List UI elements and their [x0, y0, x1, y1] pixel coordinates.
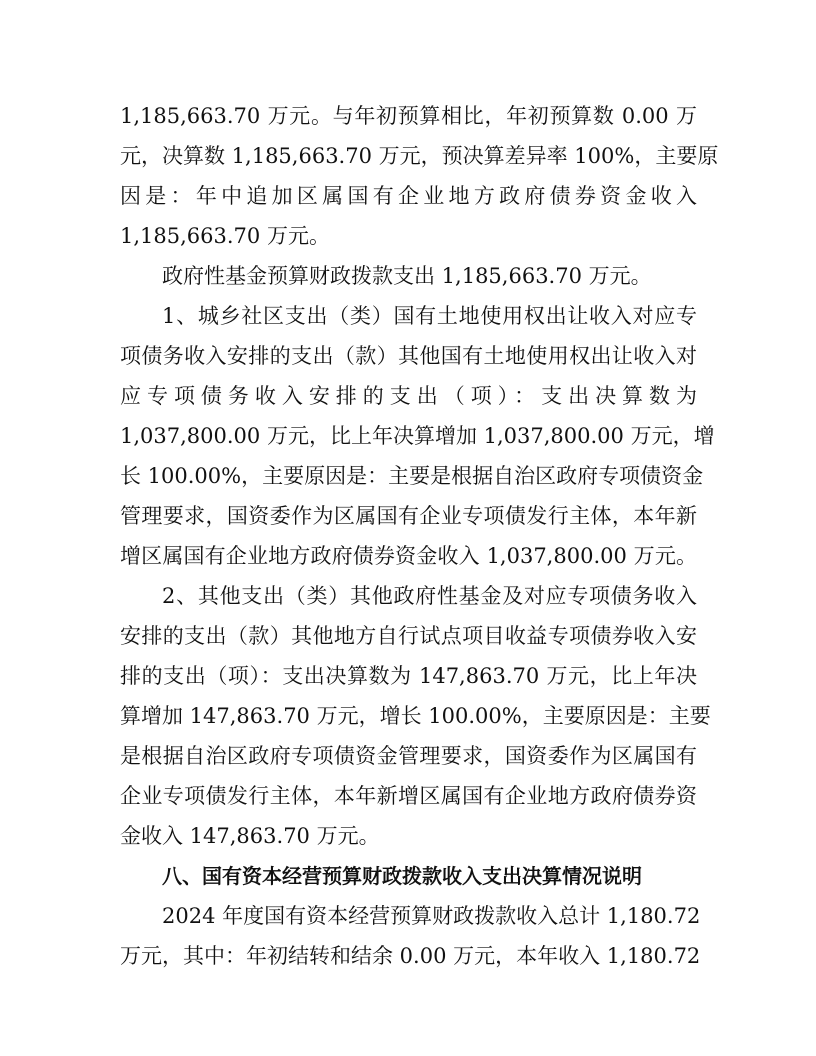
paragraph-line: 算增加 147,863.70 万元，增长 100.00%，主要原因是：主要 — [120, 704, 711, 728]
paragraph-line: 长 100.00%，主要原因是：主要是根据自治区政府专项债资金 — [120, 464, 704, 488]
paragraph-line: 因是：年中追加区属国有企业地方政府债券资金收入 — [120, 184, 697, 208]
paragraph-line: 1、城乡社区支出（类）国有土地使用权出让收入对应专 — [162, 304, 697, 328]
paragraph-line: 管理要求，国资委作为区属国有企业专项债发行主体，本年新 — [120, 504, 697, 528]
paragraph-line: 是根据自治区政府专项债资金管理要求，国资委作为区属国有 — [120, 744, 697, 768]
paragraph-line: 1,185,663.70 万元。 — [120, 224, 330, 248]
paragraph-line: 2024 年度国有资本经营预算财政拨款收入总计 1,180.72 — [162, 904, 701, 928]
paragraph-line: 2、其他支出（类）其他政府性基金及对应专项债务收入 — [162, 584, 697, 608]
paragraph-line: 企业专项债发行主体，本年新增区属国有企业地方政府债券资 — [120, 784, 697, 808]
section-heading: 八、国有资本经营预算财政拨款收入支出决算情况说明 — [162, 864, 642, 888]
paragraph-line: 1,185,663.70 万元。与年初预算相比，年初预算数 0.00 万 — [120, 104, 697, 128]
paragraph-line: 1,037,800.00 万元，比上年决算增加 1,037,800.00 万元，增 — [120, 424, 715, 448]
paragraph-line: 万元，其中：年初结转和结余 0.00 万元，本年收入 1,180.72 — [120, 944, 701, 968]
paragraph-line: 安排的支出（款）其他地方自行试点项目收益专项债券收入安 — [120, 624, 697, 648]
paragraph-line: 项债务收入安排的支出（款）其他国有土地使用权出让收入对 — [120, 344, 697, 368]
paragraph-line: 增区属国有企业地方政府债券资金收入 1,037,800.00 万元。 — [120, 544, 697, 568]
paragraph-line: 政府性基金预算财政拨款支出 1,185,663.70 万元。 — [162, 264, 652, 288]
paragraph-line: 元，决算数 1,185,663.70 万元，预决算差异率 100%，主要原 — [120, 144, 719, 168]
paragraph-line: 金收入 147,863.70 万元。 — [120, 824, 380, 848]
paragraph-line: 排的支出（项）：支出决算数为 147,863.70 万元，比上年决 — [120, 664, 697, 688]
paragraph-line: 应专项债务收入安排的支出（项）：支出决算数为 — [120, 384, 697, 408]
